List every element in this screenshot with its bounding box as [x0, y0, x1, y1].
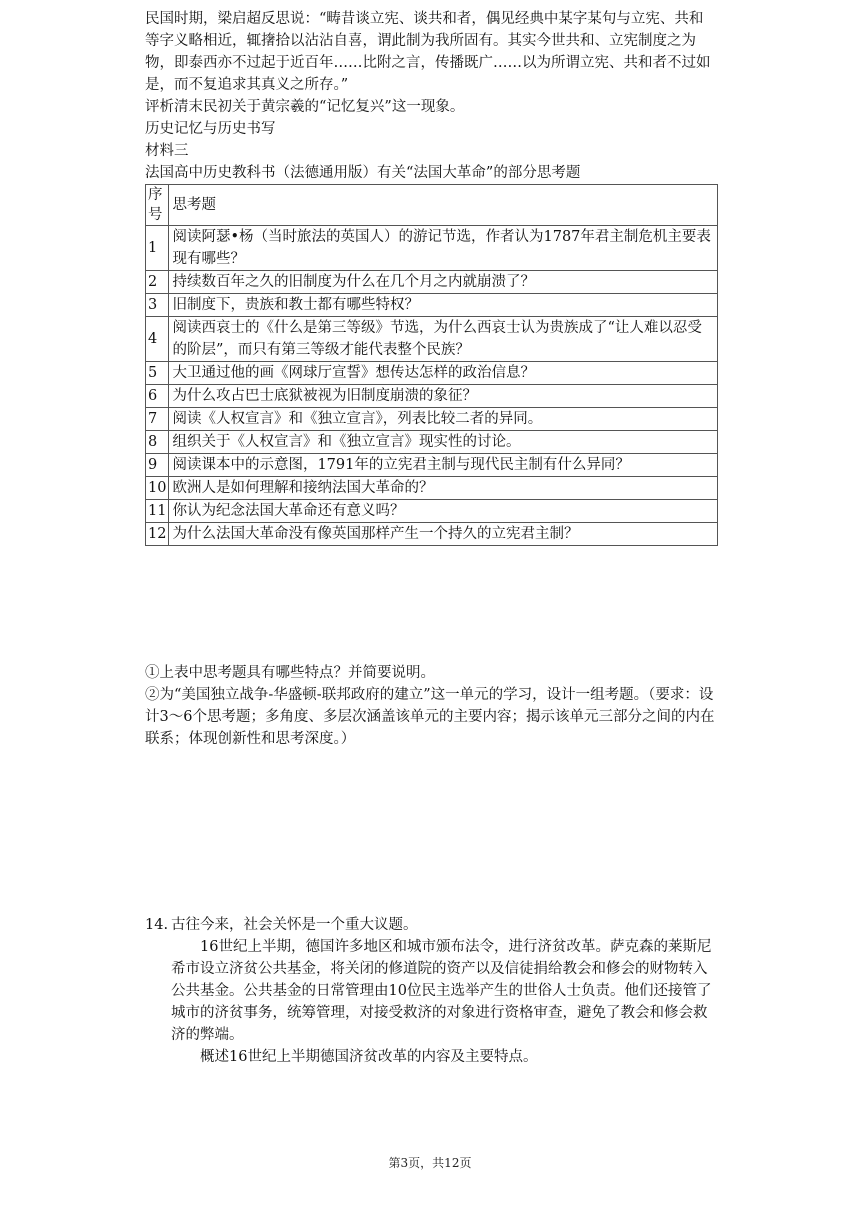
row-num: 8	[146, 431, 169, 454]
table-row	[146, 523, 718, 546]
row-text: 阅读西哀士的《什么是第三等级》节选，为什么西哀士认为贵族成了“让人难以忍受的阶层”，而只有第三等级才能代表整个民族？	[169, 317, 718, 362]
row-num: 1	[146, 226, 169, 271]
table-row	[146, 271, 718, 294]
row-text: 阅读阿瑟•杨（当时旅法的英国人）的游记节选，作者认为1787年君主制危机主要表现有哪些？	[169, 226, 718, 271]
row-text: 为什么攻占巴士底狱被视为旧制度崩溃的象征？	[169, 385, 718, 408]
table-row	[146, 477, 718, 500]
table-row	[146, 362, 718, 385]
row-num: 11	[146, 500, 169, 523]
table-row	[146, 431, 718, 454]
row-text: 阅读《人权宣言》和《独立宣言》，列表比较二者的异同。	[169, 408, 718, 431]
row-num: 9	[146, 454, 169, 477]
header-num-cell: 序号	[146, 185, 169, 226]
table-row	[146, 408, 718, 431]
table-row	[146, 317, 718, 362]
row-num: 12	[146, 523, 169, 546]
row-text: 旧制度下，贵族和教士都有哪些特权？	[169, 294, 718, 317]
follow-up-question-1: ①上表中思考题具有哪些特点？并简要说明。	[145, 665, 435, 681]
table-row	[146, 226, 718, 271]
header-question-cell: 思考题	[169, 185, 718, 226]
question-14-prompt: 概述16世纪上半期德国济贫改革的内容及主要特点。	[200, 1049, 538, 1065]
row-text: 你认为纪念法国大革命还有意义吗？	[169, 500, 718, 523]
row-num: 6	[146, 385, 169, 408]
row-num: 3	[146, 294, 169, 317]
intro-question: 评析清末民初关于黄宗羲的“记忆复兴”这一现象。	[145, 99, 465, 115]
table-header-row	[146, 185, 718, 226]
row-num: 5	[146, 362, 169, 385]
row-text: 持续数百年之久的旧制度为什么在几个月之内就崩溃了？	[169, 271, 718, 294]
row-text: 阅读课本中的示意图，1791年的立宪君主制与现代民主制有什么异同？	[169, 454, 718, 477]
row-text: 为什么法国大革命没有像英国那样产生一个持久的立宪君主制？	[169, 523, 718, 546]
row-text: 欧洲人是如何理解和接纳法国大革命的？	[169, 477, 718, 500]
question-14-title: 古往今来，社会关怀是一个重大议题。	[171, 917, 418, 933]
table-row	[146, 454, 718, 477]
section-title: 历史记忆与历史书写	[145, 121, 276, 137]
intro-paragraph: 民国时期，梁启超反思说：“畴昔谈立宪、谈共和者，偶见经典中某字某句与立宪、共和等字义略相近，辄撦拾以沾沾自喜，谓此制为我所固有。其实今世共和、立宪制度之为物，即泰西亦不过起于近百年……比附之言，传播既广……以为所谓立宪、共和者不过如是，而不复追求其真义之所存。”	[145, 11, 711, 93]
table-row	[146, 294, 718, 317]
table-row	[146, 385, 718, 408]
row-num: 7	[146, 408, 169, 431]
row-num: 4	[146, 317, 169, 362]
question-14-material: 16世纪上半期，德国许多地区和城市颁布法令，进行济贫改革。萨克森的莱斯尼希市设立济贫公共基金，将关闭的修道院的资产以及信徒捐给教会和修会的财物转入公共基金。公共基金的日常管理由10位民主选举产生的世俗人士负责。他们还接管了城市的济贫事务，统筹管理，对接受救济的对象进行资格审查，避免了教会和修会救济的弊端。	[171, 939, 712, 1043]
page-footer: 第3页，共12页	[388, 1156, 472, 1170]
row-num: 2	[146, 271, 169, 294]
row-num: 10	[146, 477, 169, 500]
questions-table	[145, 184, 718, 546]
row-text: 组织关于《人权宣言》和《独立宣言》现实性的讨论。	[169, 431, 718, 454]
row-text: 大卫通过他的画《网球厅宣誓》想传达怎样的政治信息？	[169, 362, 718, 385]
question-14-number: 14.	[145, 917, 169, 933]
material-label: 材料三	[145, 143, 189, 159]
table-caption: 法国高中历史教科书（法德通用版）有关“法国大革命”的部分思考题	[145, 165, 581, 181]
follow-up-question-2: ②为“美国独立战争-华盛顿-联邦政府的建立”这一单元的学习，设计一组考题。（要求：设计3～6个思考题；多角度、多层次涵盖该单元的主要内容；揭示该单元三部分之间的内在联系；体现创新性和思考深度。）	[145, 687, 715, 747]
table-row	[146, 500, 718, 523]
